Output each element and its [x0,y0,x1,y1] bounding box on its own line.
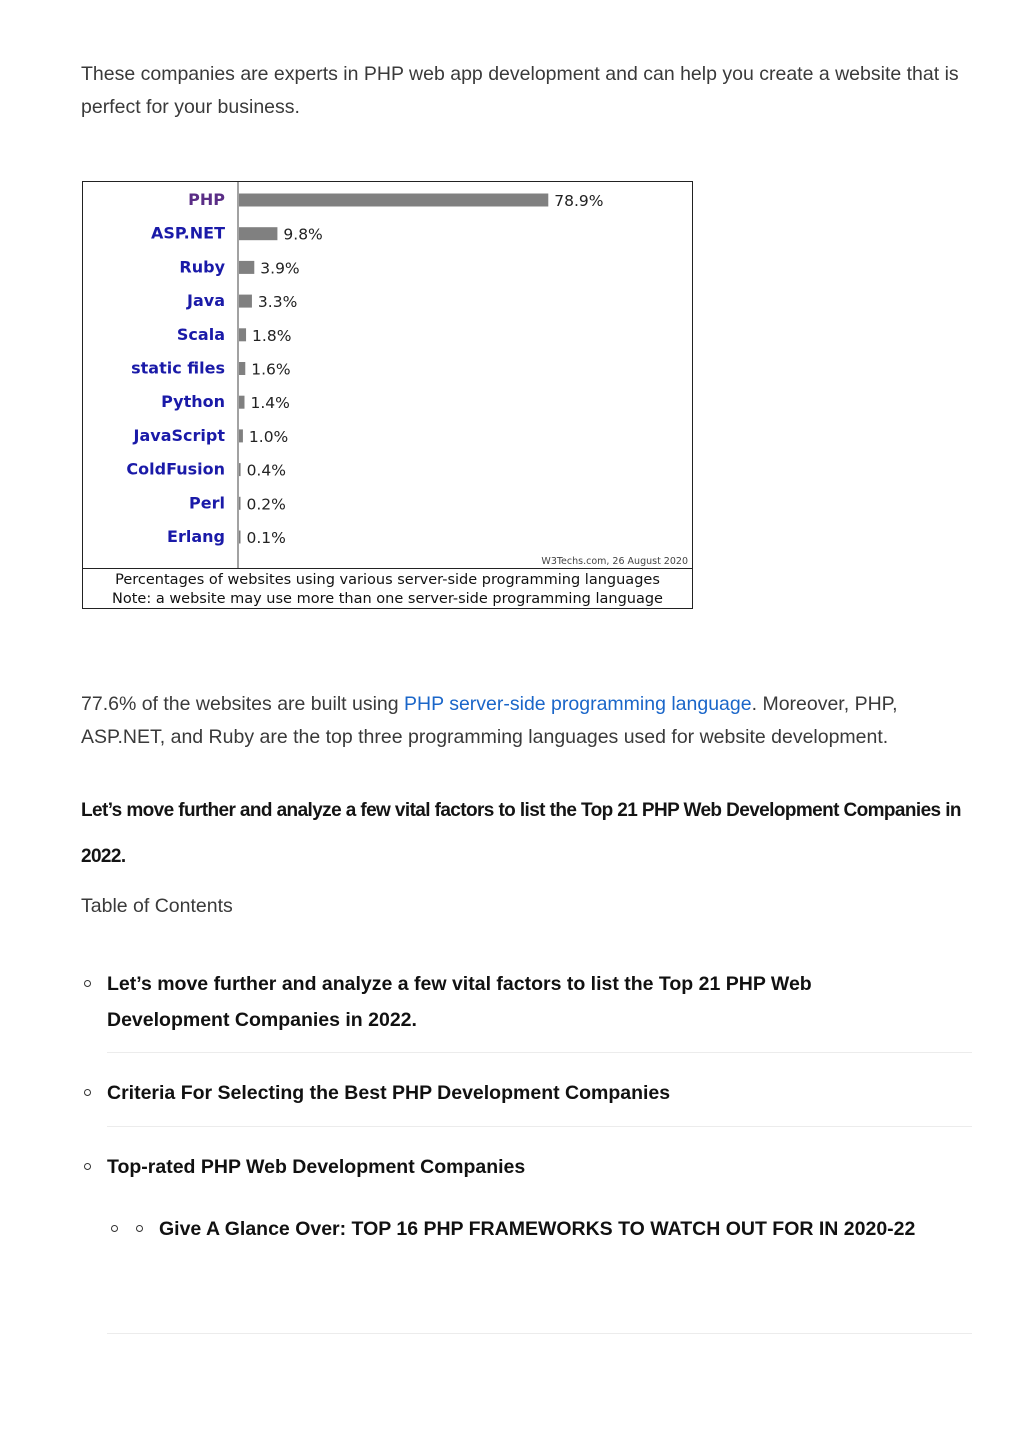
bar-3 [239,295,252,308]
value-label-5: 1.6% [251,360,291,379]
category-label-9: Perl [189,493,225,513]
toc-bullet-icon [84,1089,91,1096]
category-label-7: JavaScript [133,425,225,445]
bar-6 [239,396,244,409]
toc-bullet-icon [84,980,91,987]
toc-item-4[interactable]: Give A Glance Over: TOP 16 PHP FRAMEWORKS TO WATCH OUT FOR IN 2020-22 [159,1218,916,1240]
bar-1 [239,227,277,240]
bar-9 [239,497,241,510]
category-label-3: Java [187,291,225,311]
toc-item-1[interactable]: Let’s move further and analyze a few vital factors to list the Top 21 PHP Web Development Companies in 2022. [107,973,812,1031]
value-label-4: 1.8% [252,326,292,345]
toc-bullet-icon [111,1225,118,1232]
value-label-2: 3.9% [260,259,300,278]
body-paragraph [81,688,961,754]
toc-sub-bullet-icon [136,1225,143,1232]
body-text-before: 77.6% of the websites are built using [81,693,405,715]
toc-divider [107,1052,972,1053]
bar-5 [239,362,245,375]
intro-paragraph: These companies are experts in PHP web app development and can help you create a website that is perfect for your business. [81,63,959,118]
category-label-0: PHP [188,190,225,209]
category-label-10: Erlang [167,527,225,546]
chart-source: W3Techs.com, 26 August 2020 [541,556,688,567]
value-label-3: 3.3% [257,293,298,312]
bar-8 [239,463,241,476]
bar-10 [239,531,241,544]
body-text-after: . Moreover, PHP, ASP.NET, and Ruby are the top three programming languages used for website development. [81,693,898,748]
category-label-5: static files [131,358,225,378]
bar-0 [239,194,548,207]
value-label-1: 9.8% [283,225,323,244]
value-label-6: 1.4% [250,394,290,413]
bar-4 [239,328,246,341]
chart-caption-line-1: Percentages of websites using various server-side programming languages [115,572,660,588]
toc-divider [107,1126,972,1127]
value-label-10: 0.1% [246,529,286,547]
bar-chart-svg [83,182,692,568]
toc-divider [107,1333,972,1334]
value-label-7: 1.0% [248,427,289,446]
section-subheading: Let’s move further and analyze a few vital factors to list the Top 21 PHP Web Development Companies in 2022. [81,800,961,867]
toc-bullet-icon [84,1163,91,1170]
php-language-link[interactable]: PHP server-side programming language [404,693,752,715]
value-label-9: 0.2% [246,495,286,514]
value-label-0: 78.9% [554,192,604,210]
category-label-6: Python [161,392,225,412]
bar-2 [239,261,254,274]
category-label-2: Ruby [179,257,225,277]
server-side-languages-chart [82,181,693,609]
category-label-1: ASP.NET [150,223,225,243]
toc-title: Table of Contents [81,895,233,917]
bar-7 [239,429,243,442]
chart-caption-line-2: Note: a website may use more than one server-side programming language [112,590,663,607]
category-label-4: Scala [176,324,225,344]
toc-item-3[interactable]: Top-rated PHP Web Development Companies [107,1156,526,1178]
toc-item-2[interactable]: Criteria For Selecting the Best PHP Development Companies [107,1082,671,1104]
value-label-8: 0.4% [246,461,286,480]
category-label-8: ColdFusion [126,459,225,479]
chart-caption [83,568,692,609]
